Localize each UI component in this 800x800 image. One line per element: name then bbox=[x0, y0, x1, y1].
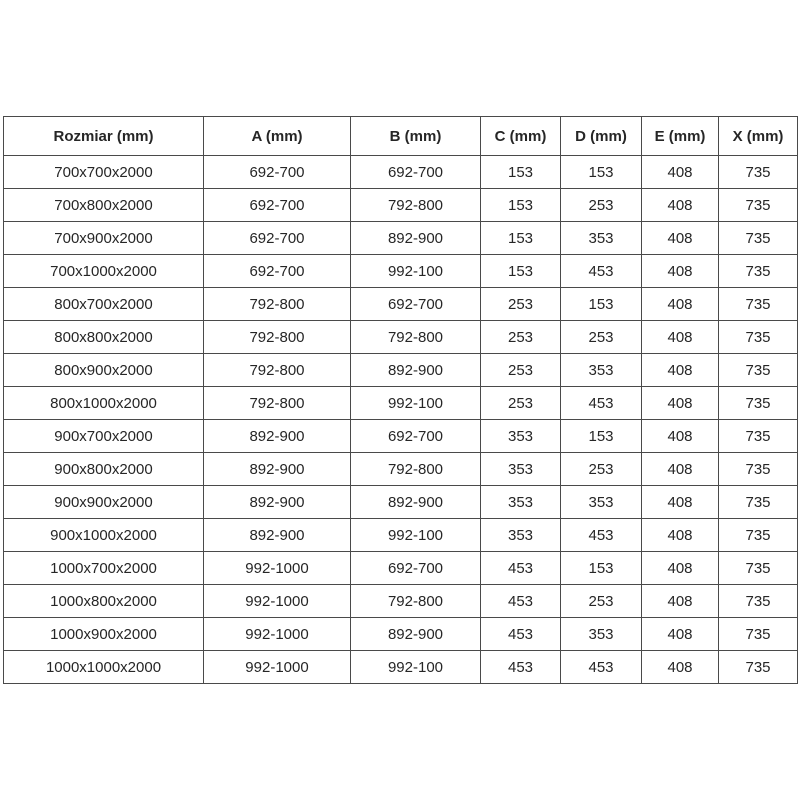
table-cell: 892-900 bbox=[351, 486, 481, 519]
table-cell: 253 bbox=[561, 321, 642, 354]
table-cell: 992-1000 bbox=[204, 618, 351, 651]
table-cell: 735 bbox=[719, 420, 798, 453]
table-cell: 735 bbox=[719, 387, 798, 420]
table-cell: 408 bbox=[642, 156, 719, 189]
table-cell: 892-900 bbox=[351, 354, 481, 387]
table-cell: 792-800 bbox=[204, 387, 351, 420]
table-cell: 1000x900x2000 bbox=[4, 618, 204, 651]
table-cell: 792-800 bbox=[204, 354, 351, 387]
table-cell: 153 bbox=[561, 288, 642, 321]
table-cell: 453 bbox=[561, 387, 642, 420]
table-cell: 892-900 bbox=[204, 453, 351, 486]
table-row bbox=[4, 288, 798, 321]
table-cell: 735 bbox=[719, 156, 798, 189]
table-cell: 735 bbox=[719, 321, 798, 354]
table-cell: 408 bbox=[642, 387, 719, 420]
table-row bbox=[4, 486, 798, 519]
table-cell: 1000x700x2000 bbox=[4, 552, 204, 585]
table-cell: 692-700 bbox=[351, 156, 481, 189]
table-cell: 253 bbox=[561, 585, 642, 618]
table-cell: 453 bbox=[481, 618, 561, 651]
table-cell: 892-900 bbox=[204, 420, 351, 453]
table-cell: 453 bbox=[561, 255, 642, 288]
table-cell: 735 bbox=[719, 354, 798, 387]
header-row bbox=[4, 117, 798, 156]
table-cell: 735 bbox=[719, 486, 798, 519]
table-cell: 353 bbox=[561, 618, 642, 651]
table-row bbox=[4, 618, 798, 651]
table-row bbox=[4, 585, 798, 618]
column-header: Rozmiar (mm) bbox=[4, 117, 204, 156]
table-cell: 153 bbox=[481, 156, 561, 189]
table-cell: 408 bbox=[642, 585, 719, 618]
column-header: C (mm) bbox=[481, 117, 561, 156]
table-cell: 735 bbox=[719, 552, 798, 585]
column-header: B (mm) bbox=[351, 117, 481, 156]
column-header: E (mm) bbox=[642, 117, 719, 156]
table-cell: 692-700 bbox=[204, 156, 351, 189]
table-row bbox=[4, 354, 798, 387]
table-cell: 735 bbox=[719, 585, 798, 618]
table-row bbox=[4, 420, 798, 453]
table-cell: 992-100 bbox=[351, 651, 481, 684]
table-cell: 408 bbox=[642, 486, 719, 519]
table-cell: 153 bbox=[481, 222, 561, 255]
table-row bbox=[4, 519, 798, 552]
table-cell: 408 bbox=[642, 288, 719, 321]
table-cell: 153 bbox=[481, 189, 561, 222]
table-cell: 992-1000 bbox=[204, 651, 351, 684]
table-cell: 453 bbox=[561, 651, 642, 684]
table-cell: 735 bbox=[719, 222, 798, 255]
table-cell: 900x800x2000 bbox=[4, 453, 204, 486]
table-cell: 253 bbox=[561, 189, 642, 222]
table-cell: 700x800x2000 bbox=[4, 189, 204, 222]
table-cell: 892-900 bbox=[204, 486, 351, 519]
table-cell: 800x700x2000 bbox=[4, 288, 204, 321]
table-cell: 353 bbox=[561, 486, 642, 519]
table-cell: 408 bbox=[642, 519, 719, 552]
table-cell: 453 bbox=[481, 552, 561, 585]
table-cell: 992-100 bbox=[351, 387, 481, 420]
table-cell: 992-100 bbox=[351, 519, 481, 552]
table-cell: 735 bbox=[719, 618, 798, 651]
table-row bbox=[4, 651, 798, 684]
table-cell: 1000x1000x2000 bbox=[4, 651, 204, 684]
table-cell: 700x1000x2000 bbox=[4, 255, 204, 288]
table-cell: 992-100 bbox=[351, 255, 481, 288]
table-cell: 800x800x2000 bbox=[4, 321, 204, 354]
table-cell: 353 bbox=[561, 222, 642, 255]
dimensions-table bbox=[3, 116, 798, 684]
table-cell: 735 bbox=[719, 651, 798, 684]
table-cell: 153 bbox=[561, 420, 642, 453]
column-header: A (mm) bbox=[204, 117, 351, 156]
table-cell: 900x1000x2000 bbox=[4, 519, 204, 552]
table-cell: 792-800 bbox=[351, 189, 481, 222]
table-cell: 408 bbox=[642, 354, 719, 387]
table-cell: 408 bbox=[642, 453, 719, 486]
table-cell: 692-700 bbox=[351, 420, 481, 453]
table-row bbox=[4, 321, 798, 354]
table-cell: 692-700 bbox=[204, 222, 351, 255]
table-cell: 253 bbox=[561, 453, 642, 486]
table-cell: 353 bbox=[481, 453, 561, 486]
table-cell: 900x700x2000 bbox=[4, 420, 204, 453]
table-cell: 692-700 bbox=[204, 189, 351, 222]
table-cell: 408 bbox=[642, 420, 719, 453]
table-body bbox=[4, 156, 798, 684]
table-cell: 892-900 bbox=[351, 618, 481, 651]
table-cell: 153 bbox=[561, 552, 642, 585]
table-cell: 692-700 bbox=[351, 288, 481, 321]
table-row bbox=[4, 255, 798, 288]
table-row bbox=[4, 189, 798, 222]
table-cell: 735 bbox=[719, 519, 798, 552]
table-cell: 992-1000 bbox=[204, 585, 351, 618]
table-cell: 900x900x2000 bbox=[4, 486, 204, 519]
table-cell: 992-1000 bbox=[204, 552, 351, 585]
table-cell: 353 bbox=[481, 486, 561, 519]
table-cell: 692-700 bbox=[204, 255, 351, 288]
table-cell: 408 bbox=[642, 321, 719, 354]
table-row bbox=[4, 222, 798, 255]
table-cell: 735 bbox=[719, 255, 798, 288]
table-cell: 253 bbox=[481, 387, 561, 420]
table-cell: 253 bbox=[481, 354, 561, 387]
table-cell: 153 bbox=[561, 156, 642, 189]
table-cell: 700x700x2000 bbox=[4, 156, 204, 189]
table-cell: 153 bbox=[481, 255, 561, 288]
table-cell: 892-900 bbox=[204, 519, 351, 552]
column-header: X (mm) bbox=[719, 117, 798, 156]
table-cell: 408 bbox=[642, 552, 719, 585]
table-cell: 453 bbox=[481, 651, 561, 684]
table-row bbox=[4, 552, 798, 585]
table-cell: 892-900 bbox=[351, 222, 481, 255]
table-cell: 408 bbox=[642, 189, 719, 222]
column-header: D (mm) bbox=[561, 117, 642, 156]
table-cell: 353 bbox=[481, 420, 561, 453]
table-cell: 1000x800x2000 bbox=[4, 585, 204, 618]
table-cell: 453 bbox=[481, 585, 561, 618]
table-cell: 792-800 bbox=[351, 453, 481, 486]
table-cell: 792-800 bbox=[204, 321, 351, 354]
table-cell: 792-800 bbox=[204, 288, 351, 321]
table-cell: 353 bbox=[481, 519, 561, 552]
table-row bbox=[4, 453, 798, 486]
table-cell: 800x900x2000 bbox=[4, 354, 204, 387]
table-row bbox=[4, 387, 798, 420]
table-cell: 792-800 bbox=[351, 321, 481, 354]
table-cell: 792-800 bbox=[351, 585, 481, 618]
table-cell: 453 bbox=[561, 519, 642, 552]
table-cell: 253 bbox=[481, 288, 561, 321]
table-cell: 735 bbox=[719, 453, 798, 486]
table-cell: 253 bbox=[481, 321, 561, 354]
table-cell: 408 bbox=[642, 618, 719, 651]
table-cell: 353 bbox=[561, 354, 642, 387]
table-cell: 692-700 bbox=[351, 552, 481, 585]
table-cell: 800x1000x2000 bbox=[4, 387, 204, 420]
table-cell: 735 bbox=[719, 288, 798, 321]
table-cell: 408 bbox=[642, 255, 719, 288]
table-cell: 735 bbox=[719, 189, 798, 222]
table-cell: 408 bbox=[642, 651, 719, 684]
table-cell: 700x900x2000 bbox=[4, 222, 204, 255]
table-row bbox=[4, 156, 798, 189]
table-cell: 408 bbox=[642, 222, 719, 255]
